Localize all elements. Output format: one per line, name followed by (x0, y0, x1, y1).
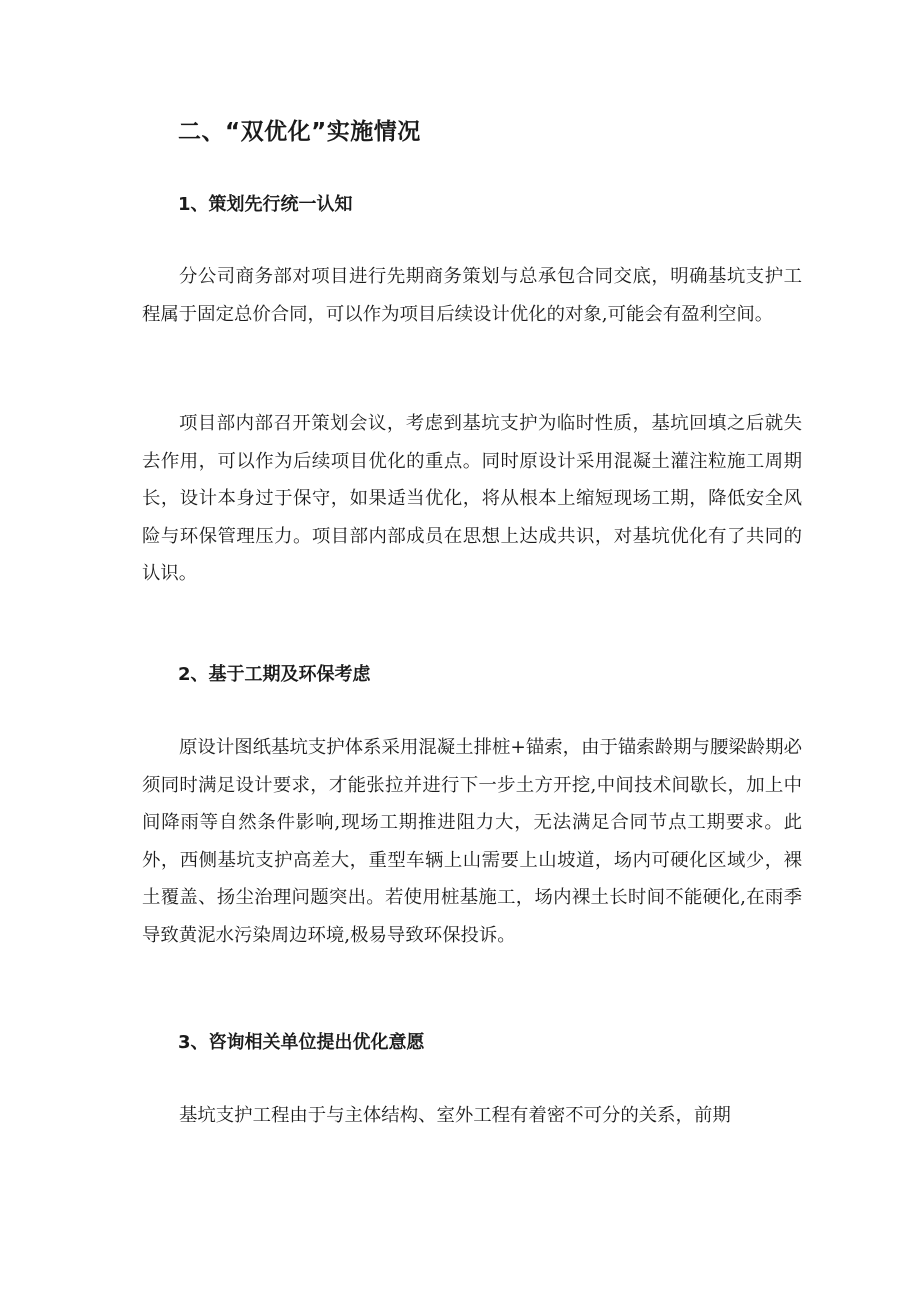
subheading-1: 1、策划先行统一认知 (178, 194, 353, 215)
paragraph-3-1: 基坑支护工程由于与主体结构、室外工程有着密不可分的关系，前期 (179, 1105, 731, 1126)
paragraph-2-1: 原设计图纸基坑支护体系采用混凝土排桩+锚索，由于锚索龄期与腰梁龄期必须同时满足设计要求，才能张拉并进行下一步土方开挖,中间技术间歇长，加上中间降雨等自然条件影响,现场工期推进阻力大，无法满足合同节点工期要求。此外，西侧基坑支护高差大，重型车辆上山需要上山坡道，场内可硬化区域少，裸土覆盖、扬尘治理问题突出。若使用桩基施工，场内裸土长时间不能硬化,在雨季导致黄泥水污染周边环境,极易导致环保投诉。 (142, 737, 802, 946)
section-title: 二、“双优化”实施情况 (178, 119, 421, 145)
subheading-2: 2、基于工期及环保考虑 (178, 664, 371, 685)
paragraph-1-1: 分公司商务部对项目进行先期商务策划与总承包合同交底，明确基坑支护工程属于固定总价合同，可以作为项目后续设计优化的对象,可能会有盈利空间。 (142, 266, 802, 325)
paragraph-1-2: 项目部内部召开策划会议，考虑到基坑支护为临时性质，基坑回填之后就失去作用，可以作为后续项目优化的重点。同时原设计采用混凝土灌注粒施工周期长，设计本身过于保守，如果适当优化，将从根本上缩短现场工期，降低安全风险与环保管理压力。项目部内部成员在思想上达成共识，对基坑优化有了共同的认识。 (142, 413, 802, 585)
subheading-3: 3、咨询相关单位提出优化意愿 (178, 1032, 425, 1053)
